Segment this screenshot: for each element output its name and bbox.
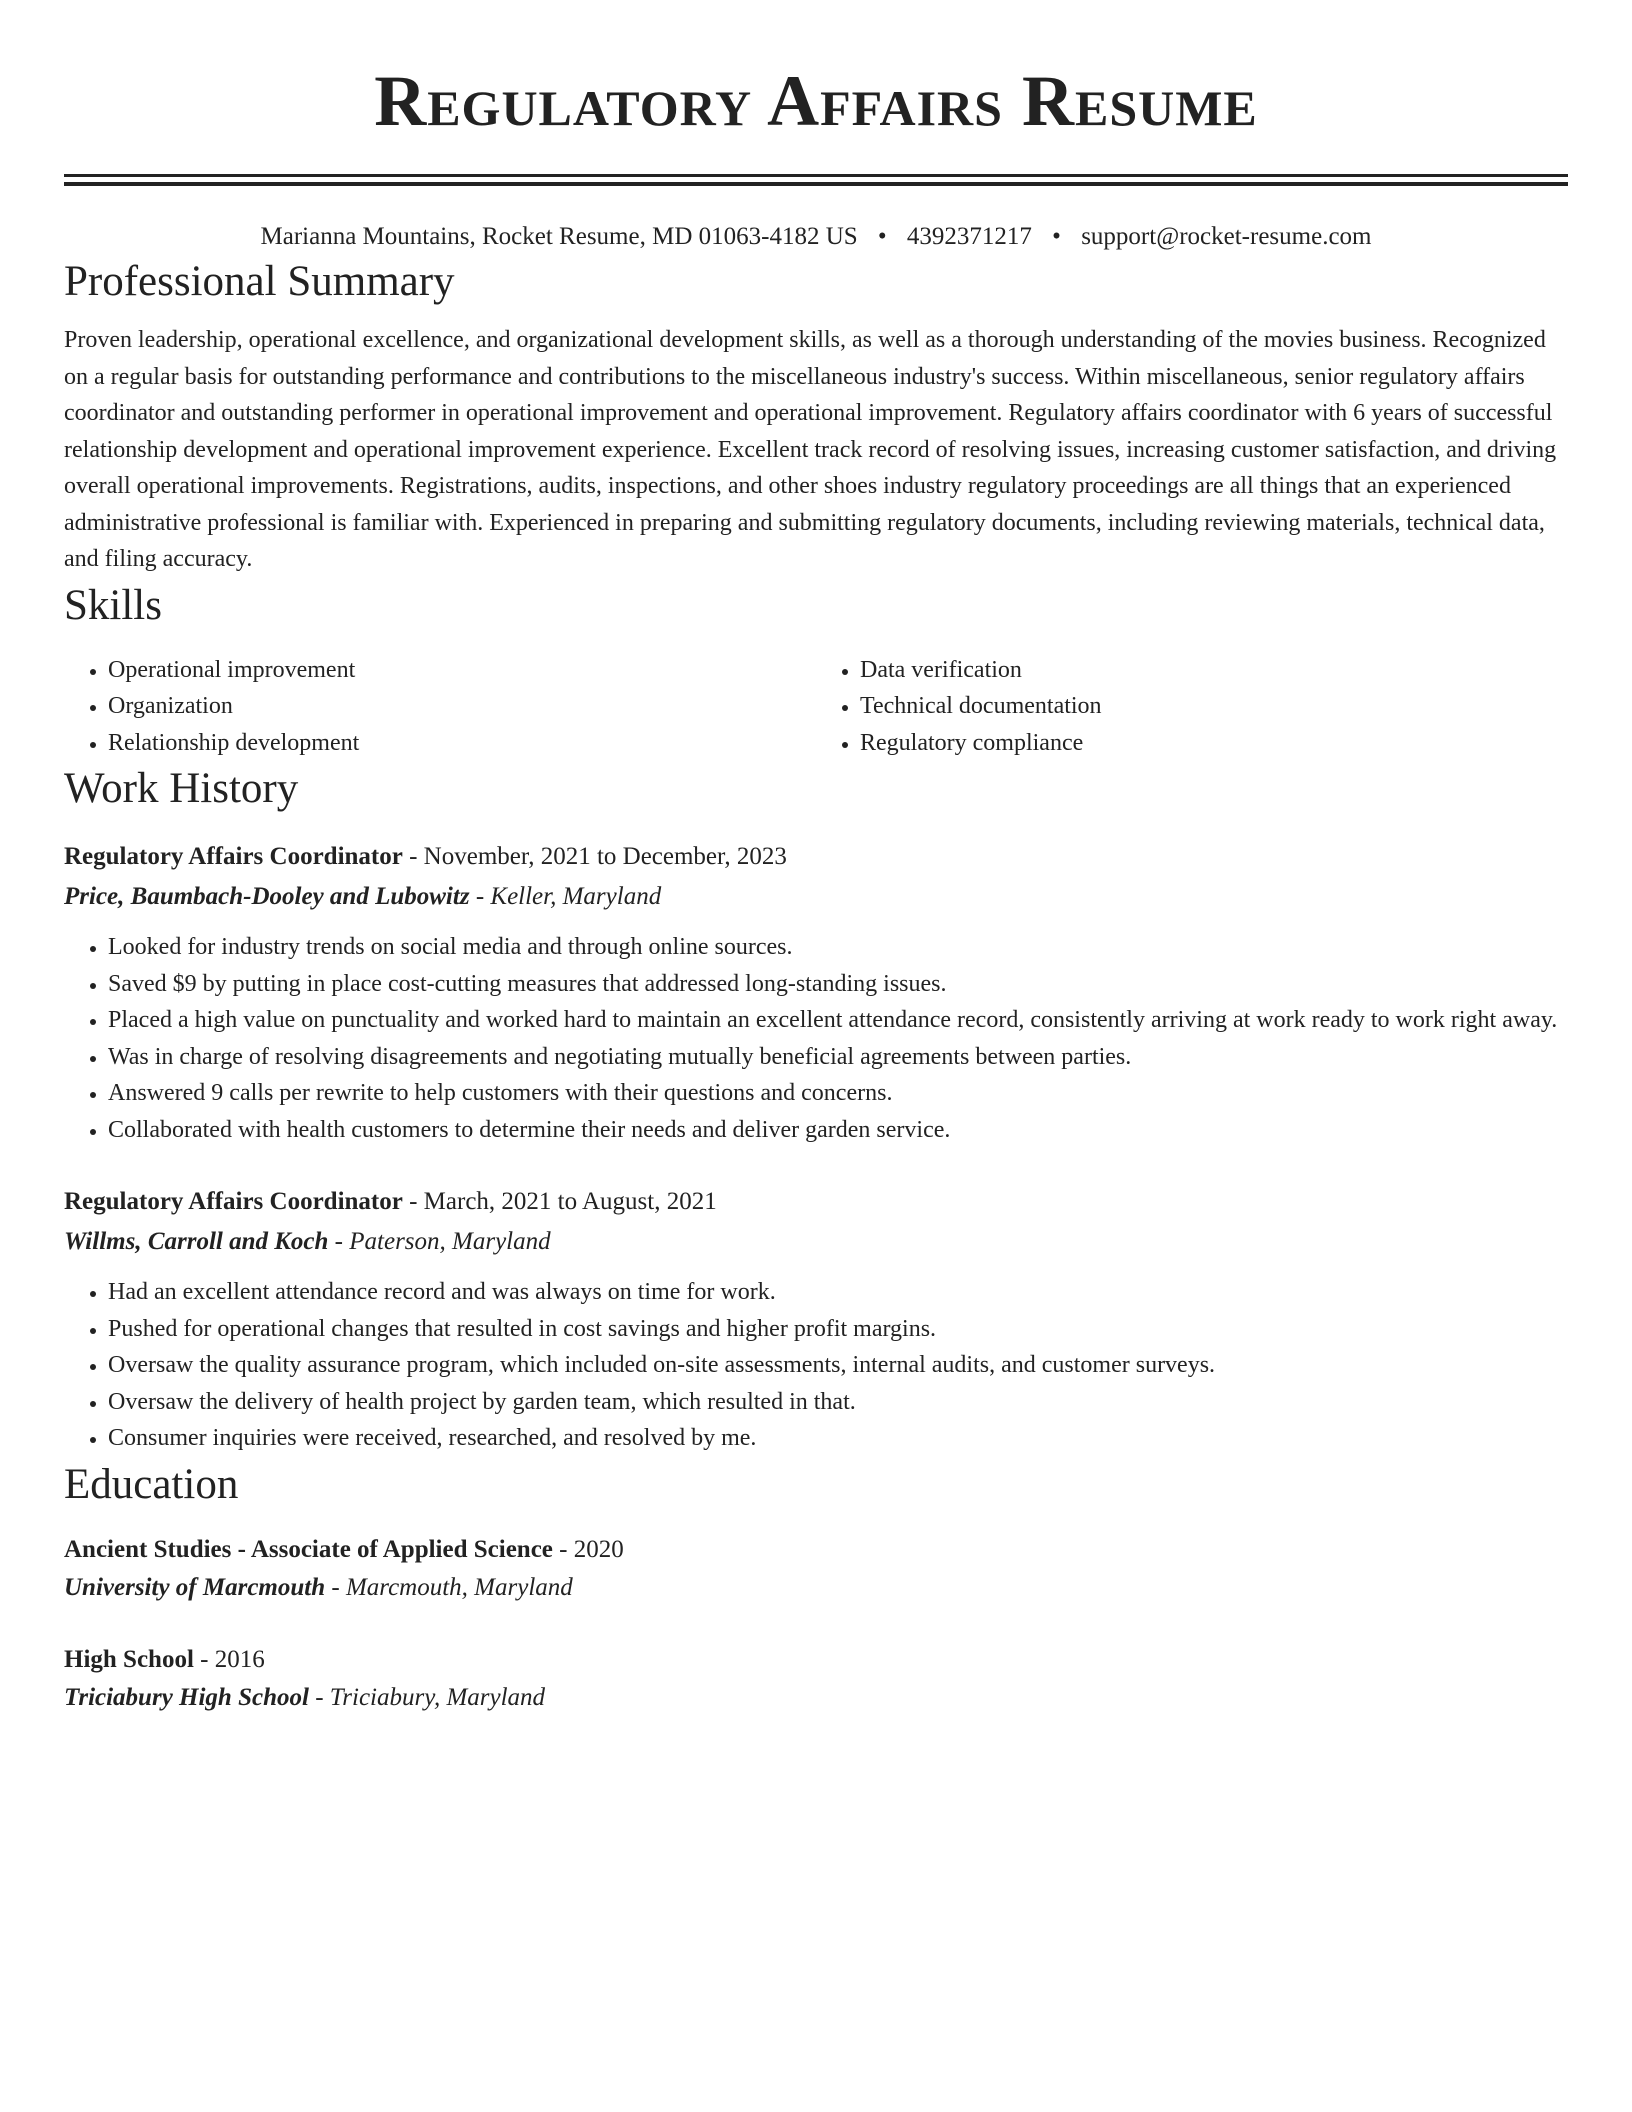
dash: - [334, 1228, 343, 1255]
duty-item: • Answered 9 calls per rewrite to help customers with their questions and concerns. [108, 1075, 1568, 1112]
degree-line [64, 1531, 1568, 1569]
job-dates: March, 2021 to August, 2021 [423, 1188, 717, 1215]
school-line [64, 1679, 1568, 1717]
education-heading: Education [64, 1460, 239, 1508]
education-entry [64, 1531, 1568, 1607]
duty-item: • Looked for industry trends on social media and through online sources. [108, 929, 1568, 966]
employer-name: Willms, Carroll and Koch [64, 1228, 329, 1255]
degree-line [64, 1641, 1568, 1679]
dash: - [200, 1645, 209, 1673]
dash: - [331, 1573, 340, 1601]
skills-list [64, 652, 1568, 762]
resume-title: Regulatory Affairs Resume [374, 61, 1258, 141]
skill-item: • Relationship development [108, 725, 816, 762]
duty-item: • Collaborated with health customers to determine their needs and deliver garden service. [108, 1112, 1568, 1149]
skills-column-left [64, 652, 816, 762]
skill-item: • Technical documentation [860, 688, 1568, 725]
summary-text: Proven leadership, operational excellence, and organizational development skills, as well as a thorough understanding of the movies business. Recognized on a regular basis for outstanding performance and contributions to the miscellaneous industry's success. Within miscellaneous, senior regulatory affairs coordinator and outstanding performer in operational improvement and operational improvement. Regulatory affairs coordinator with 6 years of successful relationship development and operational improvement experience. Excellent track record of resolving issues, increasing customer satisfaction, and driving overall operational improvements. Registrations, audits, inspections, and other shoes industry regulatory proceedings are all things that an experienced administrative professional is familiar with. Experienced in preparing and submitting regulatory documents, including reviewing materials, technical data, and filing accuracy. [64, 327, 1557, 572]
job-title: Regulatory Affairs Coordinator [64, 843, 403, 870]
job-dates: November, 2021 to December, 2023 [423, 843, 787, 870]
contact-email: support@rocket-resume.com [1081, 223, 1372, 250]
work-history-heading: Work History [64, 765, 299, 812]
job-entry [64, 837, 1568, 1148]
duty-item: • Was in charge of resolving disagreements and negotiating mutually beneficial agreements between parties. [108, 1039, 1568, 1076]
school-name: University of Marcmouth [64, 1573, 326, 1601]
contact-phone: 4392371217 [906, 223, 1032, 250]
school-location: Triciabury, Maryland [329, 1683, 546, 1711]
contact-address: Marianna Mountains, Rocket Resume, MD 01063-4182 US [260, 223, 858, 250]
job-duties [64, 1274, 1568, 1457]
skill-item: • Operational improvement [108, 652, 816, 689]
school-line [64, 1569, 1568, 1607]
skill-item: • Data verification [860, 652, 1568, 689]
duty-item: • Oversaw the delivery of health project by garden team, which resulted in that. [108, 1384, 1568, 1421]
dash: - [409, 843, 418, 870]
job-duties [64, 929, 1568, 1148]
duty-item: • Oversaw the quality assurance program, which included on-site assessments, internal audits, and customer surveys. [108, 1347, 1568, 1384]
skills-heading: Skills [64, 581, 162, 629]
graduation-year: 2016 [214, 1645, 265, 1673]
skill-item: • Regulatory compliance [860, 725, 1568, 762]
school-location: Marcmouth, Maryland [345, 1573, 573, 1601]
duty-item: • Saved $9 by putting in place cost-cutting measures that addressed long-standing issues. [108, 966, 1568, 1003]
employer-line [64, 1222, 1568, 1262]
graduation-year: 2020 [573, 1535, 624, 1563]
dash: - [475, 883, 485, 910]
degree-name: High School [64, 1645, 194, 1673]
employer-location: Keller, Maryland [490, 883, 662, 910]
school-name: Triciabury High School [64, 1683, 309, 1711]
skill-item: • Organization [108, 688, 816, 725]
education-entry [64, 1641, 1568, 1717]
job-title-line [64, 837, 1568, 877]
duty-item: • Placed a high value on punctuality and worked hard to maintain an excellent attendance record, consistently arriving at work ready to work right away. [108, 1002, 1568, 1039]
title-divider [64, 174, 1568, 186]
contact-separator: • [1052, 223, 1061, 250]
job-title: Regulatory Affairs Coordinator [64, 1188, 403, 1215]
employer-name: Price, Baumbach-Dooley and Lubowitz [64, 883, 470, 910]
dash: - [409, 1188, 418, 1215]
summary-heading: Professional Summary [64, 258, 455, 305]
skills-column-right [816, 652, 1568, 762]
duty-item: • Consumer inquiries were received, researched, and resolved by me. [108, 1420, 1568, 1457]
contact-separator: • [877, 223, 887, 250]
employer-line [64, 877, 1568, 917]
job-title-line [64, 1182, 1568, 1222]
job-entry [64, 1182, 1568, 1457]
dash: - [315, 1683, 324, 1711]
duty-item: • Pushed for operational changes that resulted in cost savings and higher profit margins. [108, 1311, 1568, 1348]
employer-location: Paterson, Maryland [349, 1228, 551, 1255]
duty-item: • Had an excellent attendance record and was always on time for work. [108, 1274, 1568, 1311]
degree-name: Ancient Studies - Associate of Applied Science [64, 1535, 553, 1563]
dash: - [559, 1535, 568, 1563]
contact-line [64, 220, 1568, 254]
